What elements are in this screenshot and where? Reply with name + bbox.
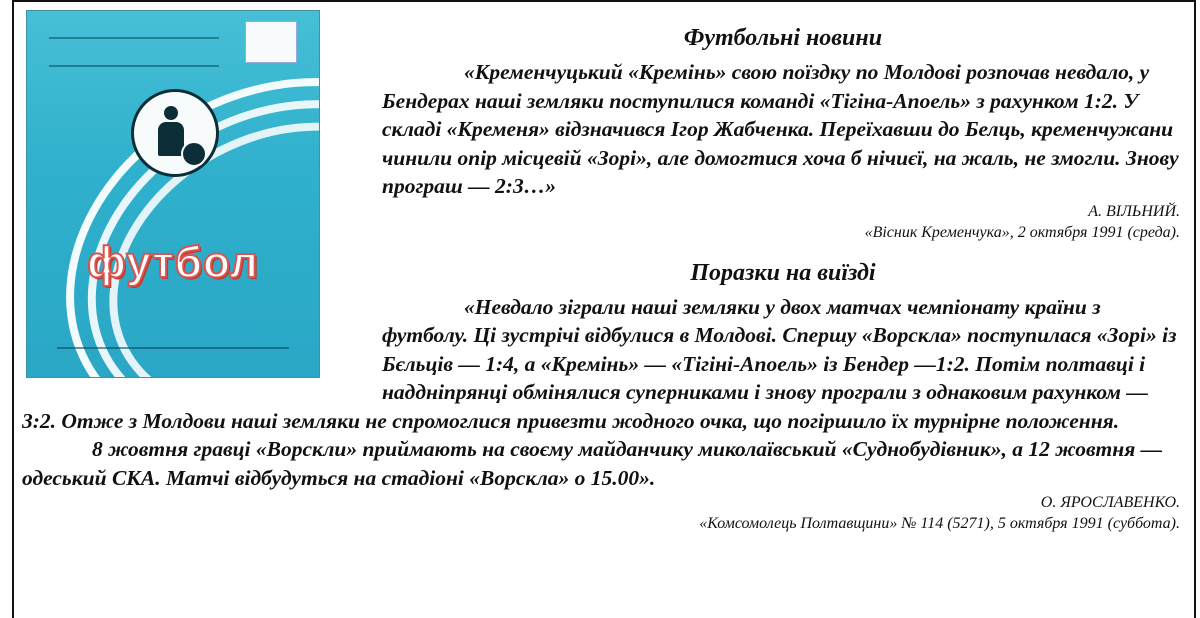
section-1-heading: Футбольні новини [683,25,883,51]
section-2-source: «Комсомолець Полтавщини» № 114 (5271), 5 октября 1991 (суббота). [699,515,1180,532]
cover-title: футбол [87,238,259,287]
article-content [22,6,1184,612]
cover-header-band [49,37,219,67]
section-2-author: О. ЯРОСЛАВЕНКО. [1040,494,1180,511]
cover-footer-band [57,347,289,361]
program-cover-image [26,10,320,378]
section-1-author: А. ВІЛЬНИЙ. [1088,202,1180,220]
section-1-source: «Вісник Кременчука», 2 октября 1991 (среда). [864,223,1180,241]
football-player-emblem-icon [131,89,219,177]
section-2-heading: Поразки на виїзді [690,259,876,286]
cover-date-box [245,21,297,63]
football-ball-icon [181,141,207,167]
section-1-body: «Кременчуцький «Кремінь» свою поїздку по Молдові розпочав невдало, у Бендерах наші земляки поступилися команді «Тігіна-Апоель» з рахунком 1:2. У складі «Кременя» відзначився Ігор Жабченка. Переїхавши до Белць, кременчужани чинили опір місцевій «Зорі», але домогтися хоча б нічиєї, на жаль, не змогли. Знову програш — 2:3…» [382,60,1179,198]
section-2-body-2: 8 жовтня гравці «Ворскли» приймають на своєму майданчику миколаївський «Суднобудівник», а 12 жовтня — одеський СКА. Матчі відбудуться на стадіоні «Ворскла» о 15.00». [22,437,1163,490]
section-2-body-1: «Невдало зіграли наші земляки у двох матчах чемпіонату країни з футболу. Ці зустрічі відбулися в Молдові. Спершу «Ворскла» поступилася «Зорі» із Бєльців — 1:4, а «Кремінь» — «Тігіні-Апоель» із Бендер —1:2. Потім полтавці і наддніпрянці обмінялися суперниками і знову програли з однаковим рахунком — 3:2. Отже з Молдови наші земляки не спромоглися привезти жодного очка, що погіршило їх турнірне положення. [22,294,1177,433]
